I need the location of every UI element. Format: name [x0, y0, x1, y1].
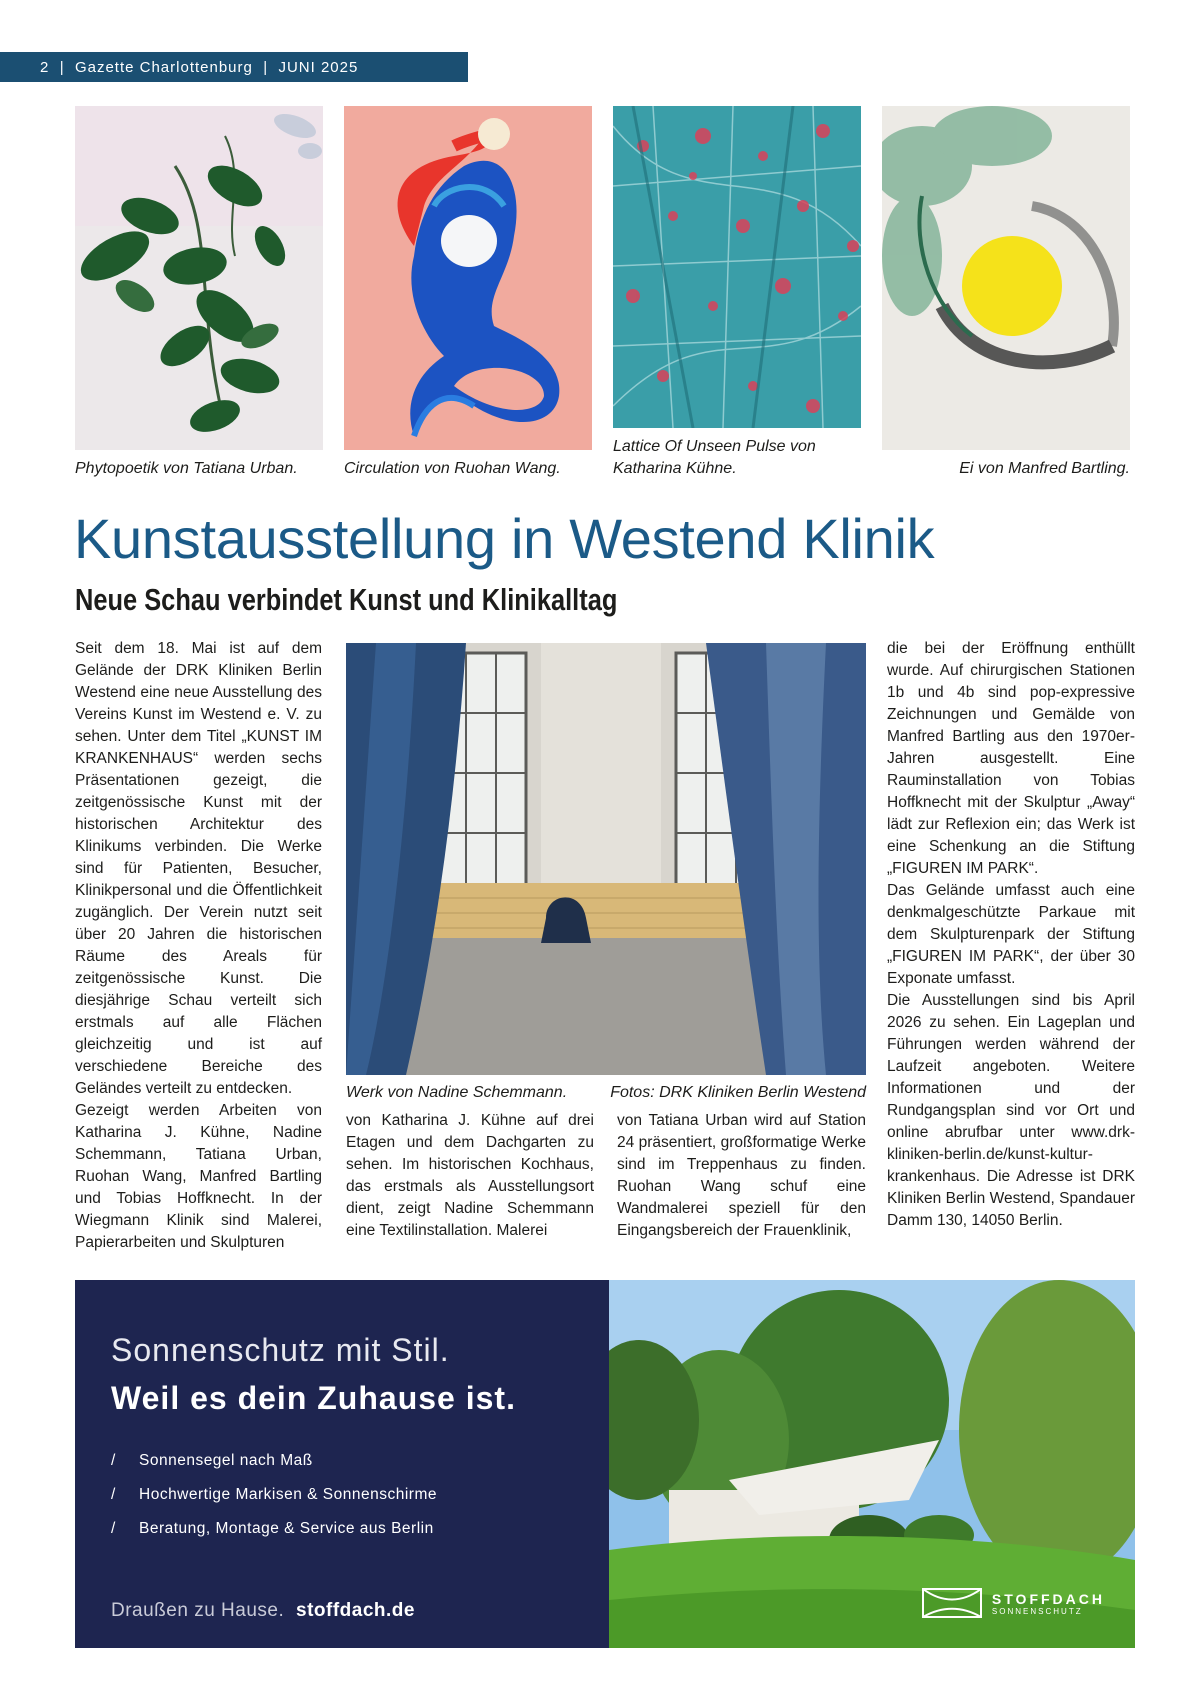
article-paragraph: die bei der Eröffnung enthüllt wurde. Auf chirurgischen Stationen 1b und 4b sind pop-expressive Zeichnungen und Gemälde von Manfred Bartling aus den 1970er-Jahren ausgestellt. Eine Rauminstallation von Tobias Hoffknecht mit der Skulptur „Away“ lädt zur Reflexion ein; das Werk ist eine Schenkung an die Stiftung „FIGUREN IM PARK“. — [887, 640, 1135, 877]
ad-bullet: Sonnensegel nach Maß — [139, 1452, 313, 1469]
page-number: 2 — [40, 58, 50, 76]
article-column — [617, 1110, 866, 1242]
article-paragraph: von Katharina J. Kühne auf drei Etagen und dem Dachgarten zu sehen. Im historischen Kochhaus, das erstmals als Ausstellungsort dient, zeigt Nadine Schemmann eine Textilinstallation. Malerei — [346, 1112, 594, 1239]
slash-icon: / — [111, 1486, 116, 1503]
article-column — [887, 638, 1135, 1232]
page-header — [0, 52, 468, 82]
artwork-caption: Circulation von Ruohan Wang. — [344, 460, 561, 477]
article-paragraph: Das Gelände umfasst auch eine denkmalgeschützte Parkaue mit dem Skulpturenpark der Stiftung „FIGUREN IM PARK“, der über 30 Exponate umfasst. — [887, 882, 1135, 987]
article-title: Kunstausstellung in Westend Klinik — [74, 507, 935, 570]
ad-headline: Weil es dein Zuhause ist. — [111, 1380, 516, 1416]
ad-footer — [111, 1600, 415, 1622]
artwork-caption: Ei von Manfred Bartling. — [959, 460, 1130, 477]
artwork-image-ei — [882, 106, 1130, 450]
ad-url-link[interactable]: stoffdach.de — [296, 1600, 415, 1621]
advertisement-stoffdach[interactable] — [75, 1280, 1135, 1648]
issue-date: JUNI 2025 — [278, 58, 359, 76]
photo-caption: Werk von Nadine Schemmann. — [346, 1084, 568, 1101]
ad-text-panel — [75, 1280, 609, 1648]
ad-bullet-list — [111, 1452, 437, 1538]
ad-logo-name: STOFFDACH — [991, 1590, 1105, 1607]
stoffdach-logo-icon — [922, 1588, 982, 1618]
ad-logo-sub: SONNENSCHUTZ — [991, 1606, 1083, 1616]
article-column — [75, 638, 322, 1254]
slash-icon: / — [111, 1520, 116, 1537]
article-paragraph: Gezeigt werden Arbeiten von Katharina J. Kühne, Nadine Schemmann, Tatiana Urban, Ruohan Wang, Manfred Bartling und Tobias Hoffknecht. In der Wiegmann Klinik sind Malerei, Papierarbeiten und Skulpturen — [75, 1102, 322, 1251]
ad-headline: Sonnenschutz mit Stil. — [111, 1332, 450, 1368]
ad-photo-garden — [609, 1280, 1135, 1648]
artwork-image-phytopoetik — [75, 106, 323, 450]
artwork-caption: Lattice Of Unseen Pulse von Katharina Kühne. — [613, 438, 816, 477]
article-subtitle: Neue Schau verbindet Kunst und Klinikalltag — [75, 582, 618, 617]
ad-bullet: Hochwertige Markisen & Sonnenschirme — [139, 1486, 437, 1503]
article-column — [346, 1110, 594, 1242]
slash-icon: / — [111, 1452, 116, 1469]
artwork-image-lattice — [613, 106, 861, 450]
ad-tagline: Draußen zu Hause. — [111, 1600, 285, 1621]
ad-bullet: Beratung, Montage & Service aus Berlin — [139, 1520, 434, 1537]
article-paragraph: Die Ausstellungen sind bis April 2026 zu sehen. Ein Lageplan und Führungen werden während der Laufzeit angeboten. Weitere Informationen und der Rundgangsplan sind vor Ort und online abrufbar unter www.drk-kliniken-berlin.de/kunst-kultur-krankenhaus. Die Adresse ist DRK Kliniken Berlin Westend, Spandauer Damm 130, 14050 Berlin. — [887, 992, 1135, 1229]
artwork-caption: Phytopoetik von Tatiana Urban. — [75, 460, 298, 477]
header-separator: | — [263, 58, 269, 76]
publication-name: Gazette Charlottenburg — [74, 58, 253, 76]
photo-credit: Fotos: DRK Kliniken Berlin Westend — [610, 1084, 866, 1101]
article-photo-installation — [346, 643, 866, 1075]
article-paragraph: Seit dem 18. Mai ist auf dem Gelände der DRK Kliniken Berlin Westend eine neue Ausstellung des Vereins Kunst im Westend e. V. zu sehen. Unter dem Titel „KUNST IM KRANKENHAUS“ werden sechs Präsentationen gezeigt, die zeitgenössische Kunst mit der historischen Architektur des Klinikums verbinden. Die Werke sind für Patienten, Besucher, Klinikpersonal und die Öffentlichkeit zugänglich. Der Verein nutzt seit über 20 Jahren die historischen Räume des Areals für zeitgenössische Kunst. Die diesjährige Schau verteilt sich erstmals auf alle Flächen gleichzeitig und ist auf verschiedene Bereiche des Geländes verteilt zu entdecken. — [75, 640, 322, 1097]
article-paragraph: von Tatiana Urban wird auf Station 24 präsentiert, großformatige Werke sind im Treppenhaus zu finden. Ruohan Wang schuf eine Wandmalerei speziell für den Eingangsbereich der Frauenklinik, — [617, 1112, 866, 1239]
header-separator: | — [59, 58, 65, 76]
ad-logo — [922, 1588, 1105, 1618]
artwork-image-circulation — [344, 106, 592, 450]
